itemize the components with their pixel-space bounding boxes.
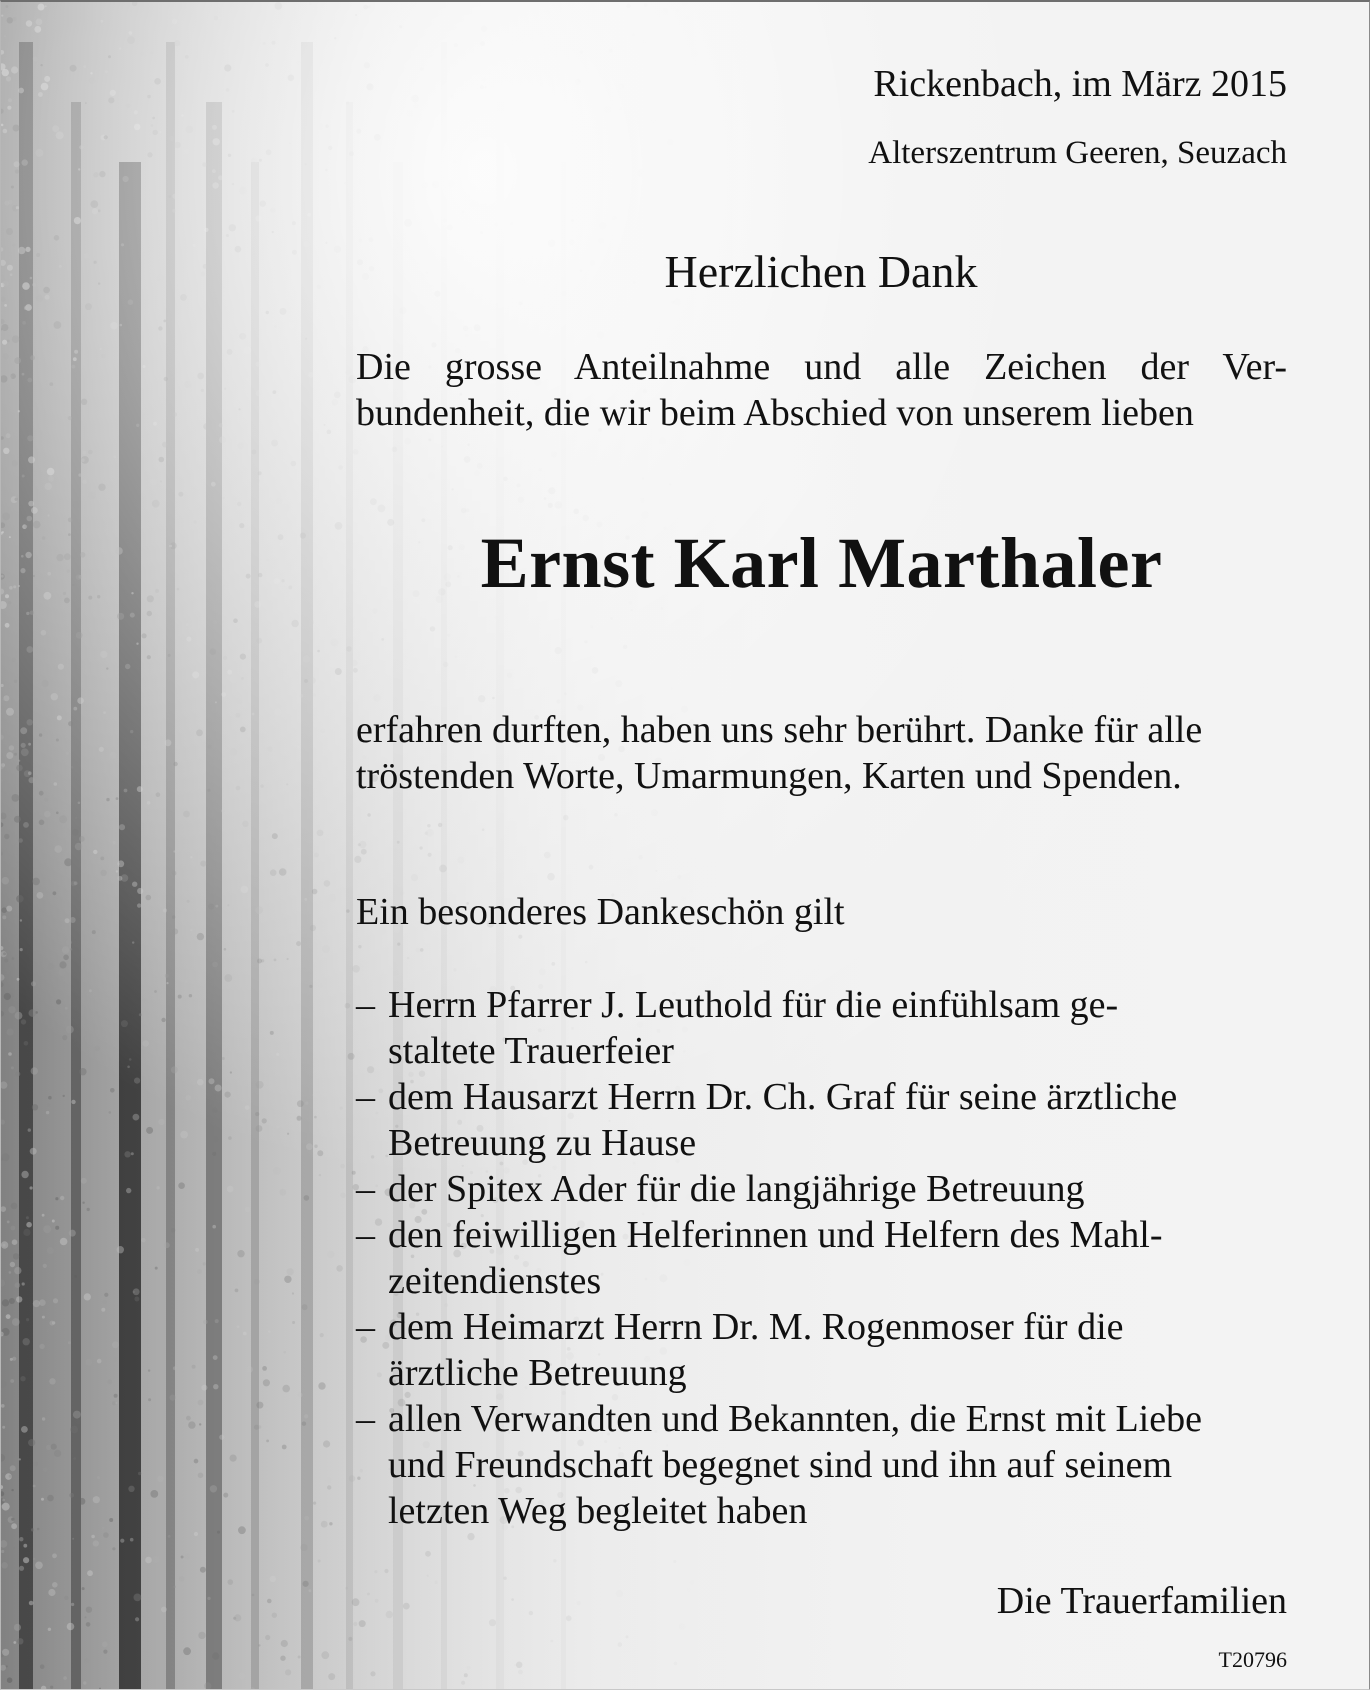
list-dash: – [356, 1168, 375, 1210]
thanks-item [356, 1166, 1296, 1212]
thanks-item [356, 1396, 1296, 1534]
thanks-item-line: letzten Weg begleitet haben [388, 1490, 808, 1532]
after-paragraph [356, 707, 1287, 799]
list-dash: – [356, 1214, 375, 1256]
thanks-item-line: der Spitex Ader für die langjährige Betreuung [388, 1168, 1085, 1210]
thanks-item-line: Herrn Pfarrer J. Leuthold für die einfühlsam ge- [388, 984, 1119, 1026]
location: Alterszentrum Geeren, Seuzach [868, 135, 1287, 171]
thanks-item-line: ärztliche Betreuung [388, 1352, 687, 1394]
list-dash: – [356, 984, 375, 1026]
after-line: tröstenden Worte, Umarmungen, Karten und Spenden. [356, 755, 1182, 797]
thanks-item-line: und Freundschaft begegnet sind und ihn auf seinem [388, 1444, 1173, 1486]
thanks-item [356, 982, 1296, 1074]
thanks-item-line: den feiwilligen Helferinnen und Helfern des Mahl- [388, 1214, 1163, 1256]
list-dash: – [356, 1398, 375, 1440]
list-dash: – [356, 1076, 375, 1118]
signature: Die Trauerfamilien [996, 1580, 1287, 1622]
intro-line: bundenheit, die wir beim Abschied von unserem lieben [356, 392, 1194, 434]
intro-paragraph [356, 344, 1287, 436]
thanks-item-line: Betreuung zu Hause [388, 1122, 697, 1164]
thanks-item [356, 1074, 1296, 1166]
thanks-item [356, 1212, 1296, 1304]
reference-number: T20796 [1218, 1647, 1287, 1672]
thanks-item-line: staltete Trauerfeier [388, 1030, 674, 1072]
deceased-name: Ernst Karl Marthaler [480, 523, 1163, 603]
special-thanks-intro: Ein besonderes Dankeschön gilt [356, 891, 845, 933]
after-line: erfahren durften, haben uns sehr berührt. Danke für alle [356, 709, 1203, 751]
place-date: Rickenbach, im März 2015 [873, 63, 1287, 105]
thanks-item-line: zeitendienstes [388, 1260, 602, 1302]
thanks-item-line: dem Hausarzt Herrn Dr. Ch. Graf für seine ärztliche [388, 1076, 1178, 1118]
thanks-item [356, 1304, 1296, 1396]
thanks-item-line: allen Verwandten und Bekannten, die Ernst mit Liebe [388, 1398, 1202, 1440]
thanks-list [356, 982, 1296, 1534]
list-dash: – [356, 1306, 375, 1348]
heading-thanks: Herzlichen Dank [664, 246, 978, 297]
intro-line: Die grosse Anteilnahme und alle Zeichen der Ver- [356, 346, 1287, 388]
thanks-item-line: dem Heimarzt Herrn Dr. M. Rogenmoser für die [388, 1306, 1124, 1348]
